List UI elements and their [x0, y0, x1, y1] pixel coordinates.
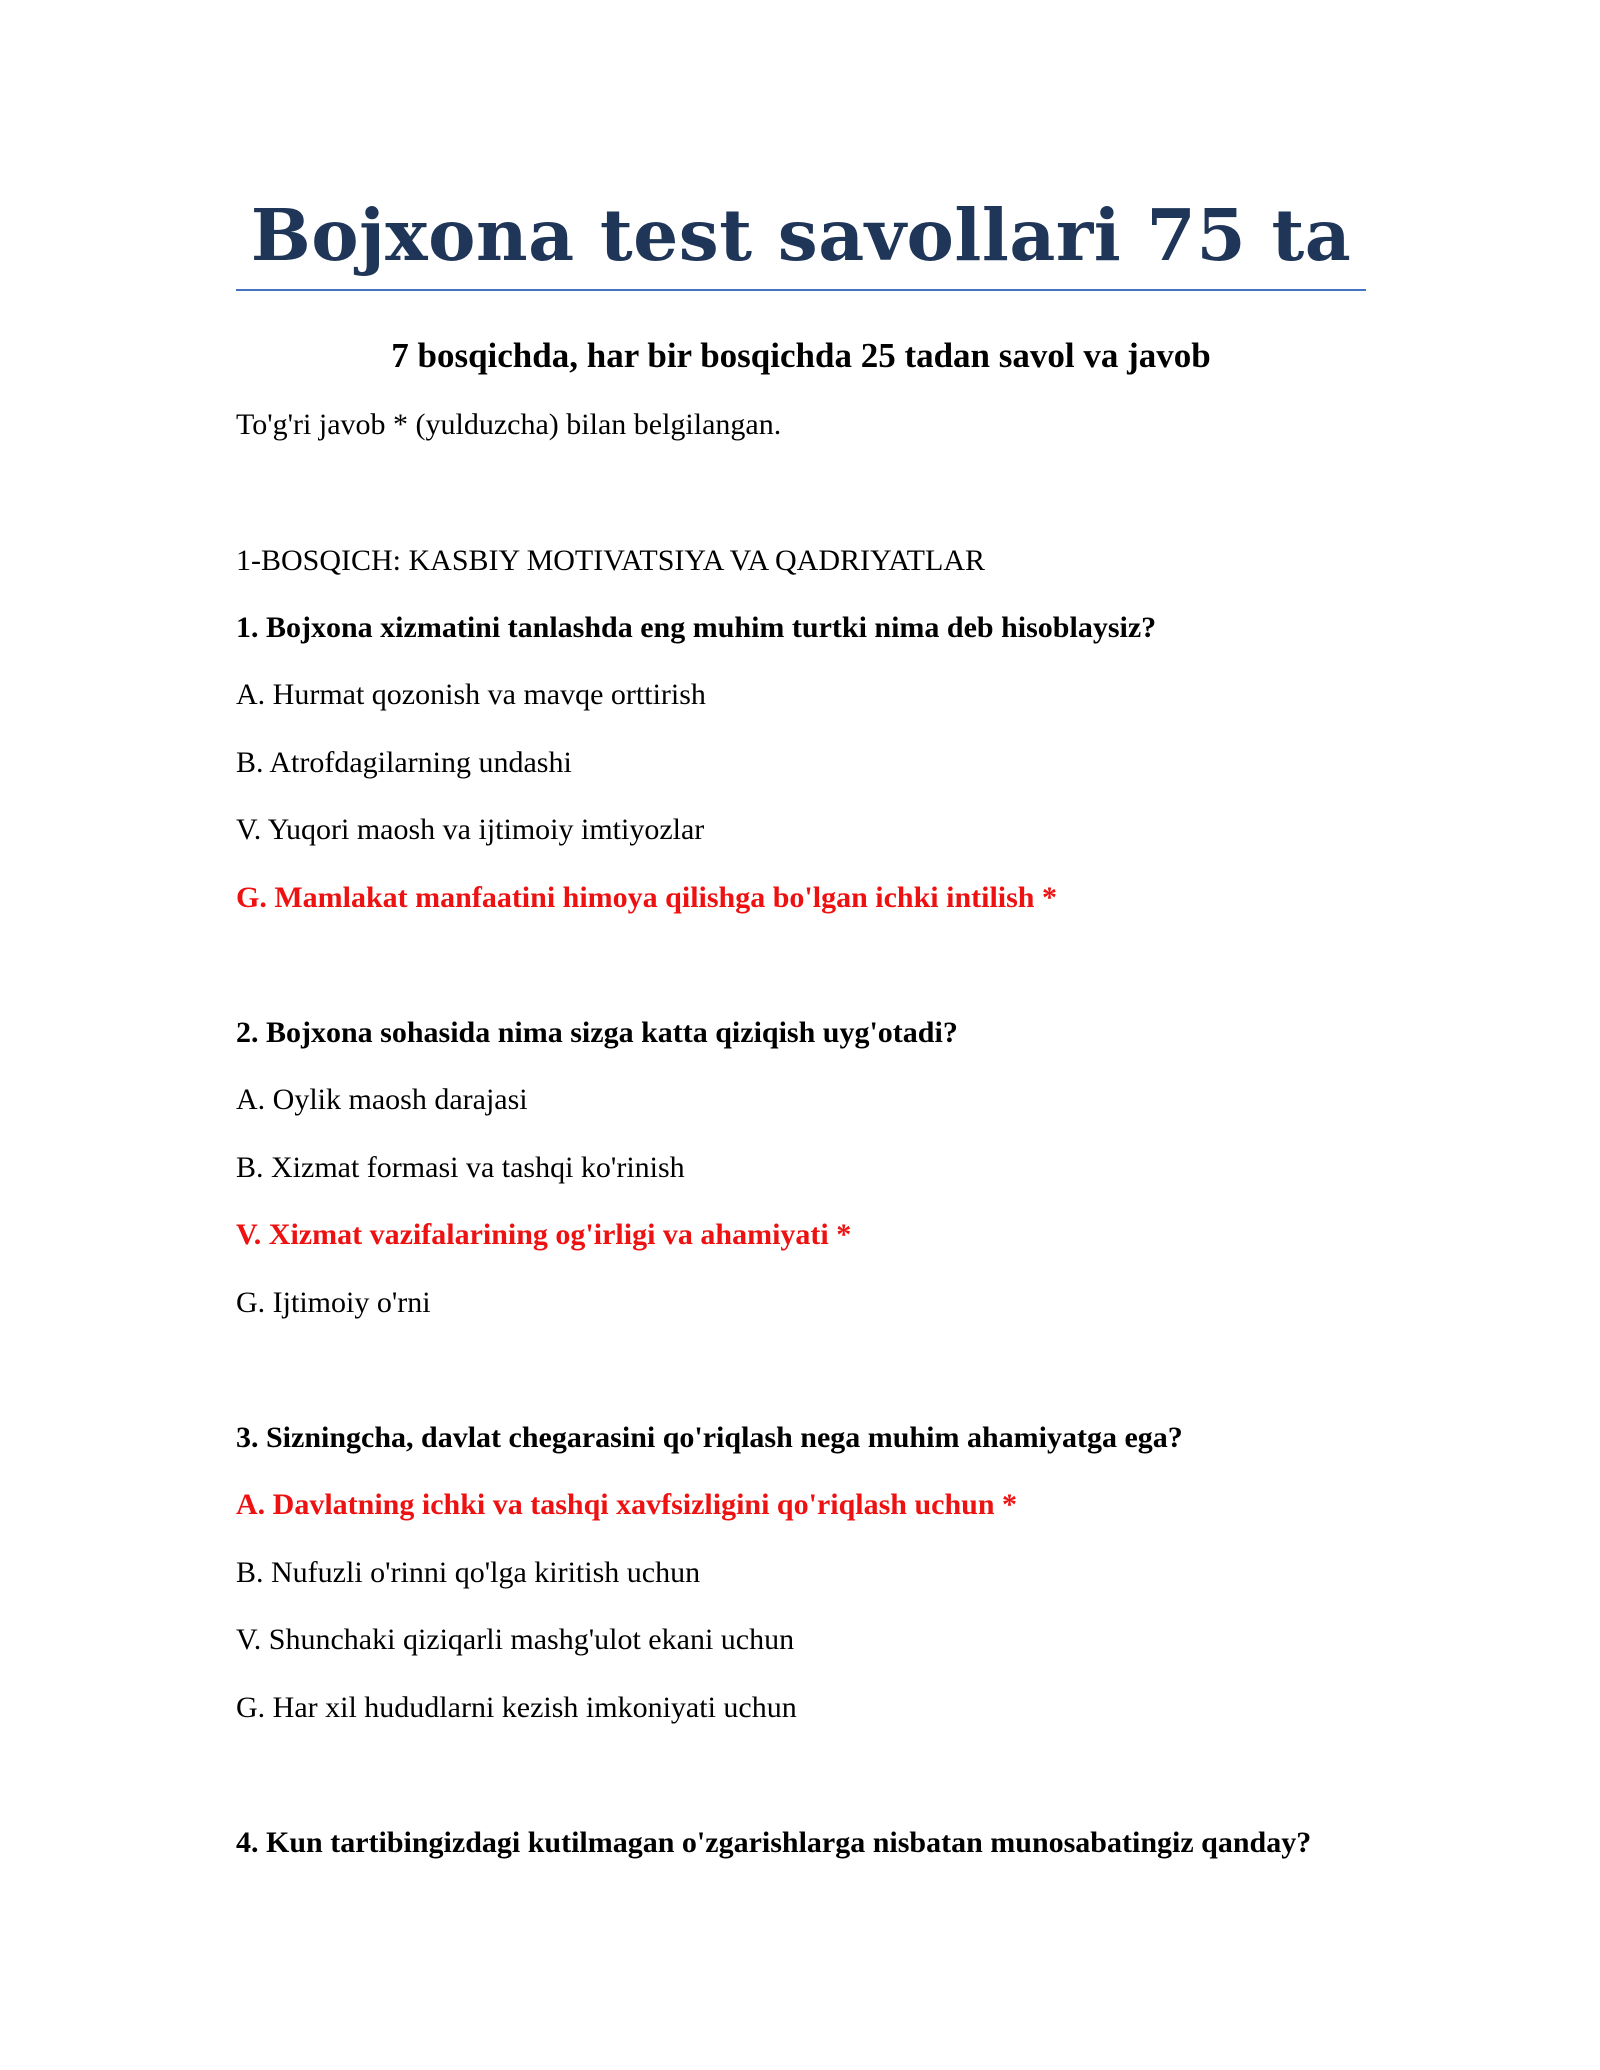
section-heading: 1-BOSQICH: KASBIY MOTIVATSIYA VA QADRIYATLAR	[236, 544, 985, 577]
question-3-option-a-correct: A. Davlatning ichki va tashqi xavfsizligini qo'riqlash uchun *	[236, 1488, 1018, 1521]
question-4: 4. Kun tartibingizdagi kutilmagan o'zgarishlarga nisbatan munosabatingiz qanday?	[236, 1826, 1312, 1859]
document-title: Bojxona test savollari 75 ta	[250, 193, 1352, 277]
question-1: 1. Bojxona xizmatini tanlashda eng muhim turtki nima deb hisoblaysiz?	[236, 611, 1157, 644]
question-1-option-g-correct: G. Mamlakat manfaatini himoya qilishga bo'lgan ichki intilish *	[236, 881, 1057, 914]
question-2-option-a: A. Oylik maosh darajasi	[236, 1083, 528, 1116]
question-2-option-v-correct: V. Xizmat vazifalarining og'irligi va ahamiyati *	[236, 1218, 852, 1251]
question-3-option-v: V. Shunchaki qiziqarli mashg'ulot ekani uchun	[236, 1623, 795, 1656]
question-2-option-b: B. Xizmat formasi va tashqi ko'rinish	[236, 1151, 685, 1184]
question-2-option-g: G. Ijtimoiy o'rni	[236, 1286, 431, 1319]
question-1-option-a: A. Hurmat qozonish va mavqe orttirish	[236, 678, 706, 711]
question-1-option-v: V. Yuqori maosh va ijtimoiy imtiyozlar	[236, 813, 705, 846]
question-2: 2. Bojxona sohasida nima sizga katta qiziqish uyg'otadi?	[236, 1016, 958, 1049]
title-underline	[236, 289, 1366, 291]
document-subtitle: 7 bosqichda, har bir bosqichda 25 tadan savol va javob	[391, 336, 1211, 375]
question-1-option-b: B. Atrofdagilarning undashi	[236, 746, 572, 779]
question-3: 3. Sizningcha, davlat chegarasini qo'riqlash nega muhim ahamiyatga ega?	[236, 1421, 1183, 1454]
answer-key-note: To'g'ri javob * (yulduzcha) bilan belgilangan.	[236, 408, 782, 441]
question-3-option-g: G. Har xil hududlarni kezish imkoniyati uchun	[236, 1691, 797, 1724]
question-3-option-b: B. Nufuzli o'rinni qo'lga kiritish uchun	[236, 1556, 701, 1589]
